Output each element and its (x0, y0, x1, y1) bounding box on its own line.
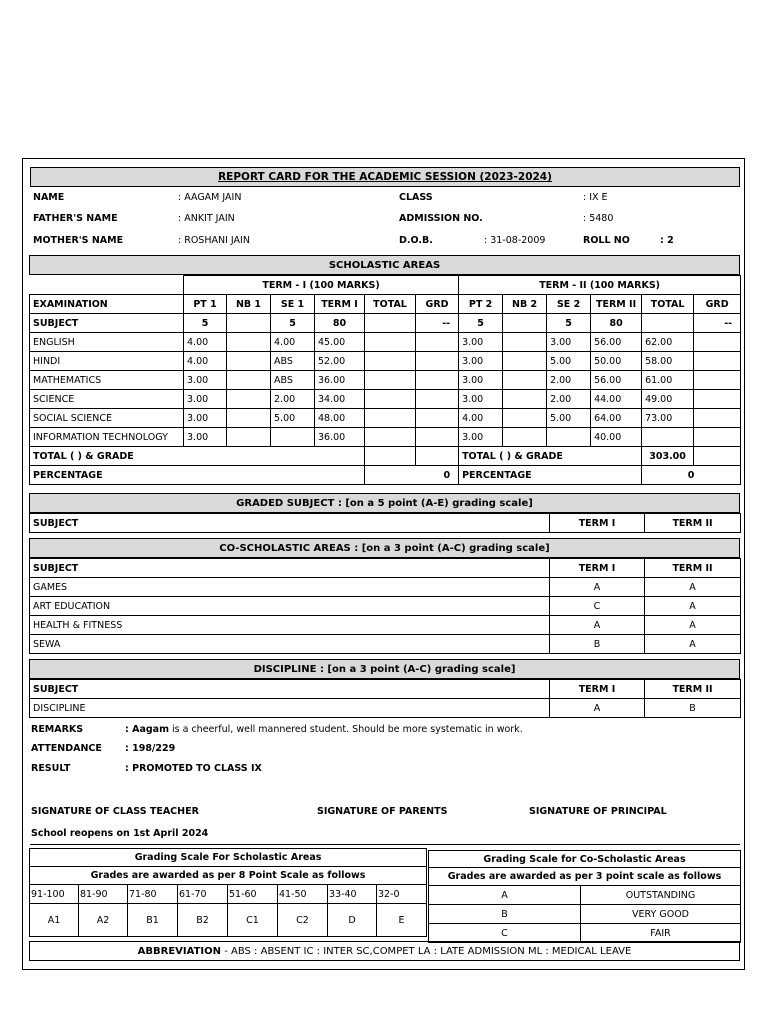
coscholastic-table (29, 558, 741, 654)
cell (694, 428, 741, 447)
cell (365, 371, 416, 390)
cell: 2.00 (547, 390, 591, 409)
cell: 3.00 (459, 352, 503, 371)
cell: 50.00 (591, 352, 642, 371)
range-cell: 32-0 (377, 885, 427, 904)
parents-signature: SIGNATURE OF PARENTS (317, 806, 448, 817)
cell: 5.00 (271, 409, 315, 428)
father-value: : ANKIT JAIN (178, 213, 235, 224)
cell (365, 333, 416, 352)
cell: 40.00 (591, 428, 642, 447)
cell: 3.00 (184, 428, 227, 447)
abbreviation-label: ABBREVIATION (137, 945, 222, 957)
reopen-notice: School reopens on 1st April 2024 (31, 828, 209, 839)
cell: MATHEMATICS (30, 371, 184, 390)
col-header: TOTAL (365, 295, 416, 314)
cell: 4.00 (184, 333, 227, 352)
range-cell: 33-40 (328, 885, 377, 904)
cell: 36.00 (315, 428, 365, 447)
graded-subject-label: SUBJECT (30, 514, 550, 533)
coscholastic-heading-bar (29, 538, 740, 558)
total-row (30, 447, 741, 466)
cell: SOCIAL SCIENCE (30, 409, 184, 428)
cell (227, 352, 271, 371)
cell: INFORMATION TECHNOLOGY (30, 428, 184, 447)
cell: SEWA (30, 635, 550, 654)
coscholastic-subject-label: SUBJECT (30, 559, 550, 578)
cell (365, 428, 416, 447)
col-header: GRD (694, 295, 741, 314)
scale-desc: OUTSTANDING (581, 886, 741, 905)
percentage-t2-value: 0 (642, 466, 741, 485)
subject-row (30, 352, 741, 371)
percentage-t1-value: 0 (365, 466, 459, 485)
range-cell: 41-50 (278, 885, 328, 904)
max-cell: -- (694, 314, 741, 333)
cell (503, 390, 547, 409)
cell: ART EDUCATION (30, 597, 550, 616)
cell: 3.00 (459, 428, 503, 447)
remarks-label: REMARKS (31, 724, 84, 735)
grade-cell: D (328, 904, 377, 937)
cell (694, 409, 741, 428)
cell: 3.00 (184, 390, 227, 409)
cell: 3.00 (459, 333, 503, 352)
cell (416, 333, 459, 352)
cell: 2.00 (271, 390, 315, 409)
max-cell: 5 (459, 314, 503, 333)
class-value: : IX E (583, 192, 608, 203)
grade-t2-cell (694, 447, 741, 466)
abbreviation-text: - ABS : ABSENT IC : INTER SC,COMPET LA : LATE ADMISSION ML : MEDICAL LEAVE (221, 945, 632, 957)
blank-cell (30, 276, 184, 295)
percentage-row (30, 466, 741, 485)
total-label: TOTAL ( ) & GRADE (30, 447, 365, 466)
max-cell: SUBJECT (30, 314, 184, 333)
cell: 56.00 (591, 371, 642, 390)
coscholastic-scale-title: Grading Scale for Co-Scholastic Areas (429, 851, 741, 868)
cell: B (550, 635, 645, 654)
total-t2-value: 303.00 (642, 447, 694, 466)
discipline-heading: DISCIPLINE : [on a 3 point (A-C) grading scale] (253, 663, 516, 675)
report-title: REPORT CARD FOR THE ACADEMIC SESSION (2023-2024) (218, 171, 552, 183)
abbreviation-bar (29, 941, 740, 961)
examination-label: EXAMINATION (30, 295, 184, 314)
remarks-value (125, 724, 523, 735)
scholastic-table (29, 275, 741, 485)
coscholastic-row (30, 597, 741, 616)
coscholastic-scale-table (428, 850, 741, 943)
max-cell (227, 314, 271, 333)
discipline-row (30, 699, 741, 718)
subject-row (30, 333, 741, 352)
cell: B (645, 699, 741, 718)
roll-label: ROLL NO (583, 235, 630, 246)
cell: A (645, 578, 741, 597)
cell: GAMES (30, 578, 550, 597)
cell: 45.00 (315, 333, 365, 352)
cell: 3.00 (184, 409, 227, 428)
cell: 3.00 (459, 371, 503, 390)
remarks-student-name: : Aagam (125, 724, 169, 735)
coscholastic-scale-row (429, 924, 741, 943)
coscholastic-row (30, 616, 741, 635)
cell (694, 390, 741, 409)
col-header: TERM II (591, 295, 642, 314)
discipline-term2-label: TERM II (645, 680, 741, 699)
remarks-text: is a cheerful, well mannered student. Should be more systematic in work. (168, 724, 523, 735)
percentage-t2-label: PERCENTAGE (459, 466, 642, 485)
col-header: TOTAL (642, 295, 694, 314)
cell (416, 409, 459, 428)
scholastic-scale-subtitle: Grades are awarded as per 8 Point Scale as follows (30, 867, 427, 885)
cell (227, 390, 271, 409)
cell (503, 428, 547, 447)
result-value: : PROMOTED TO CLASS IX (125, 763, 262, 774)
cell (503, 371, 547, 390)
cell: 2.00 (547, 371, 591, 390)
cell (503, 409, 547, 428)
cell: 48.00 (315, 409, 365, 428)
cell (227, 371, 271, 390)
cell (642, 428, 694, 447)
cell: 49.00 (642, 390, 694, 409)
cell (365, 409, 416, 428)
max-cell (642, 314, 694, 333)
scale-grades-row (30, 904, 427, 937)
col-header: PT 2 (459, 295, 503, 314)
dob-label: D.O.B. (399, 235, 433, 246)
cell: ABS (271, 371, 315, 390)
cell: 34.00 (315, 390, 365, 409)
cell: 4.00 (271, 333, 315, 352)
subject-row (30, 409, 741, 428)
grade-cell: E (377, 904, 427, 937)
range-cell: 71-80 (128, 885, 178, 904)
cell (416, 428, 459, 447)
graded-heading-bar (29, 493, 740, 513)
cell (694, 333, 741, 352)
term2-heading: TERM - II (100 MARKS) (459, 276, 741, 295)
coscholastic-term1-label: TERM I (550, 559, 645, 578)
cell (365, 352, 416, 371)
grade-cell: A1 (30, 904, 79, 937)
scholastic-heading: SCHOLASTIC AREAS (328, 259, 441, 271)
discipline-heading-bar (29, 659, 740, 679)
percentage-label: PERCENTAGE (30, 466, 365, 485)
roll-value: : 2 (660, 235, 674, 246)
scale-grade: C (429, 924, 581, 943)
cell (416, 352, 459, 371)
name-value: : AAGAM JAIN (178, 192, 242, 203)
attendance-label: ATTENDANCE (31, 743, 102, 754)
max-cell: 5 (271, 314, 315, 333)
graded-heading: GRADED SUBJECT : [on a 5 point (A-E) grading scale] (236, 497, 533, 509)
coscholastic-row (30, 635, 741, 654)
total-t2-label: TOTAL ( ) & GRADE (459, 447, 642, 466)
scholastic-heading-bar (29, 255, 740, 275)
cell: A (550, 699, 645, 718)
cell: 64.00 (591, 409, 642, 428)
cell (694, 371, 741, 390)
scale-grade: A (429, 886, 581, 905)
subject-row (30, 390, 741, 409)
grade-t1-cell (416, 447, 459, 466)
cell: 52.00 (315, 352, 365, 371)
admission-label: ADMISSION NO. (399, 213, 483, 224)
cell: SCIENCE (30, 390, 184, 409)
name-label: NAME (33, 192, 65, 203)
cell: A (550, 578, 645, 597)
cell: 73.00 (642, 409, 694, 428)
mother-label: MOTHER'S NAME (33, 235, 124, 246)
cell: C (550, 597, 645, 616)
cell: 56.00 (591, 333, 642, 352)
col-header: SE 2 (547, 295, 591, 314)
cell (227, 428, 271, 447)
grade-cell: B2 (178, 904, 228, 937)
total-t1-cell (365, 447, 416, 466)
grade-cell: B1 (128, 904, 178, 937)
max-cell: 80 (315, 314, 365, 333)
graded-table (29, 513, 741, 533)
cell (547, 428, 591, 447)
cell: 3.00 (459, 390, 503, 409)
max-cell: 5 (547, 314, 591, 333)
range-cell: 91-100 (30, 885, 79, 904)
cell: A (550, 616, 645, 635)
class-teacher-signature: SIGNATURE OF CLASS TEACHER (31, 806, 199, 817)
col-header: NB 2 (503, 295, 547, 314)
grade-cell: C1 (228, 904, 278, 937)
cell: HEALTH & FITNESS (30, 616, 550, 635)
cell: 58.00 (642, 352, 694, 371)
graded-term1-label: TERM I (550, 514, 645, 533)
cell: 4.00 (184, 352, 227, 371)
father-label: FATHER'S NAME (33, 213, 118, 224)
grade-cell: A2 (79, 904, 128, 937)
max-cell (503, 314, 547, 333)
cell (416, 390, 459, 409)
cell: A (645, 635, 741, 654)
col-header: SE 1 (271, 295, 315, 314)
cell (227, 409, 271, 428)
coscholastic-heading: CO-SCHOLASTIC AREAS : [on a 3 point (A-C) grading scale] (219, 542, 550, 554)
coscholastic-scale-row (429, 886, 741, 905)
discipline-table (29, 679, 741, 718)
column-header-row (30, 295, 741, 314)
divider (30, 844, 740, 845)
cell: 36.00 (315, 371, 365, 390)
coscholastic-row (30, 578, 741, 597)
dob-value: : 31-08-2009 (484, 235, 546, 246)
graded-term2-label: TERM II (645, 514, 741, 533)
col-header: PT 1 (184, 295, 227, 314)
attendance-value: : 198/229 (125, 743, 176, 754)
cell: A (645, 616, 741, 635)
max-cell: 5 (184, 314, 227, 333)
class-label: CLASS (399, 192, 433, 203)
discipline-subject-label: SUBJECT (30, 680, 550, 699)
max-marks-row (30, 314, 741, 333)
max-cell: 80 (591, 314, 642, 333)
subject-row (30, 428, 741, 447)
cell: 44.00 (591, 390, 642, 409)
cell: 61.00 (642, 371, 694, 390)
cell: A (645, 597, 741, 616)
cell: 5.00 (547, 409, 591, 428)
cell (271, 428, 315, 447)
coscholastic-scale-subtitle: Grades are awarded as per 3 point scale as follows (429, 868, 741, 886)
admission-value: : 5480 (583, 213, 614, 224)
subject-row (30, 371, 741, 390)
col-header: TERM I (315, 295, 365, 314)
discipline-term1-label: TERM I (550, 680, 645, 699)
cell: 3.00 (184, 371, 227, 390)
cell (694, 352, 741, 371)
max-cell: -- (416, 314, 459, 333)
cell (365, 390, 416, 409)
report-title-bar (30, 167, 740, 187)
cell: ENGLISH (30, 333, 184, 352)
cell: 5.00 (547, 352, 591, 371)
cell: 4.00 (459, 409, 503, 428)
grade-cell: C2 (278, 904, 328, 937)
cell: DISCIPLINE (30, 699, 550, 718)
cell (227, 333, 271, 352)
coscholastic-term2-label: TERM II (645, 559, 741, 578)
scale-ranges-row (30, 885, 427, 904)
cell: 62.00 (642, 333, 694, 352)
cell (503, 352, 547, 371)
cell: 3.00 (547, 333, 591, 352)
cell: ABS (271, 352, 315, 371)
principal-signature: SIGNATURE OF PRINCIPAL (529, 806, 667, 817)
scholastic-scale-table (29, 848, 427, 937)
scale-grade: B (429, 905, 581, 924)
col-header: NB 1 (227, 295, 271, 314)
cell (503, 333, 547, 352)
col-header: GRD (416, 295, 459, 314)
scholastic-scale-title: Grading Scale For Scholastic Areas (30, 849, 427, 867)
range-cell: 81-90 (79, 885, 128, 904)
range-cell: 61-70 (178, 885, 228, 904)
term1-heading: TERM - I (100 MARKS) (184, 276, 459, 295)
result-label: RESULT (31, 763, 71, 774)
range-cell: 51-60 (228, 885, 278, 904)
cell (416, 371, 459, 390)
mother-value: : ROSHANI JAIN (178, 235, 250, 246)
cell: HINDI (30, 352, 184, 371)
coscholastic-scale-row (429, 905, 741, 924)
scale-desc: VERY GOOD (581, 905, 741, 924)
max-cell (365, 314, 416, 333)
scale-desc: FAIR (581, 924, 741, 943)
